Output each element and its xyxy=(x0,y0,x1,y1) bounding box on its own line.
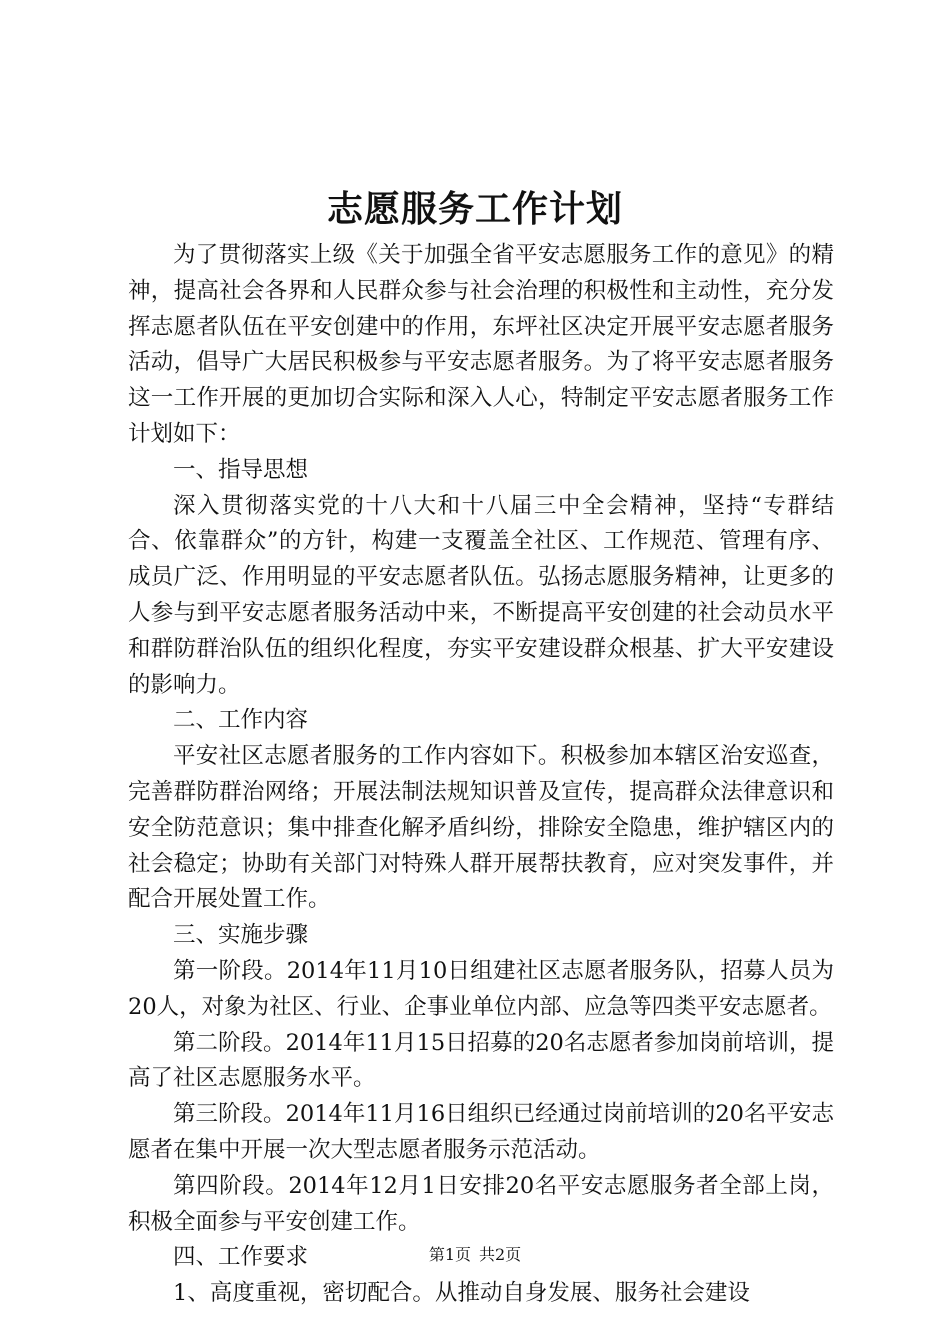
section-heading-work-content: 二、工作内容 xyxy=(173,707,309,734)
section-heading-work-requirements: 四、工作要求 xyxy=(173,1244,309,1271)
paragraph-stage-three: 第三阶段。2014年11月16日组织已经通过岗前培训的20名平安志愿者在集中开展一次大型志愿者服务示范活动。 xyxy=(128,1101,834,1163)
document-body xyxy=(128,238,834,1312)
paragraph-requirement-one: 1、高度重视，密切配合。从推动自身发展、服务社会建设 xyxy=(173,1280,750,1307)
page-number-total: 共2页 xyxy=(479,1245,522,1264)
paragraph-intro: 为了贯彻落实上级《关于加强全省平安志愿服务工作的意见》的精神，提高社会各界和人民群众参与社会治理的积极性和主动性，充分发挥志愿者队伍在平安创建中的作用，东坪社区决定开展平安志愿者服务活动，倡导广大居民积极参与平安志愿者服务。为了将平安志愿者服务这一工作开展的更加切合实际和深入人心，特制定平安志愿者服务工作计划如下： xyxy=(128,242,834,447)
paragraph-guiding-thought: 深入贯彻落实党的十八大和十八届三中全会精神，坚持“专群结合、依靠群众”的方针，构建一支覆盖全社区、工作规范、管理有序、成员广泛、作用明显的平安志愿者队伍。弘扬志愿服务精神，让更多的人参与到平安志愿者服务活动中来，不断提高平安创建的社会动员水平和群防群治队伍的组织化程度，夯实平安建设群众根基、扩大平安建设的影响力。 xyxy=(128,492,834,698)
section-heading-guiding-thought: 一、指导思想 xyxy=(173,456,309,483)
paragraph-stage-one: 第一阶段。2014年11月10日组建社区志愿者服务队，招募人员为20人，对象为社区、行业、企事业单位内部、应急等四类平安志愿者。 xyxy=(128,957,834,1020)
page-footer xyxy=(0,1244,950,1266)
page-number-current: 第1页 xyxy=(428,1245,471,1264)
section-heading-implementation-steps: 三、实施步骤 xyxy=(173,922,309,949)
paragraph-work-content: 平安社区志愿者服务的工作内容如下。积极参加本辖区治安巡查，完善群防群治网络；开展法制法规知识普及宣传，提高群众法律意识和安全防范意识；集中排查化解矛盾纠纷，排除安全隐患，维护辖区内的社会稳定；协助有关部门对特殊人群开展帮扶教育，应对突发事件，并配合开展处置工作。 xyxy=(128,743,834,913)
document-title: 志愿服务工作计划 xyxy=(326,188,623,230)
paragraph-stage-two: 第二阶段。2014年11月15日招募的20名志愿者参加岗前培训，提高了社区志愿服务水平。 xyxy=(128,1029,834,1092)
paragraph-stage-four: 第四阶段。2014年12月1日安排20名平安志愿服务者全部上岗，积极全面参与平安创建工作。 xyxy=(128,1172,834,1235)
